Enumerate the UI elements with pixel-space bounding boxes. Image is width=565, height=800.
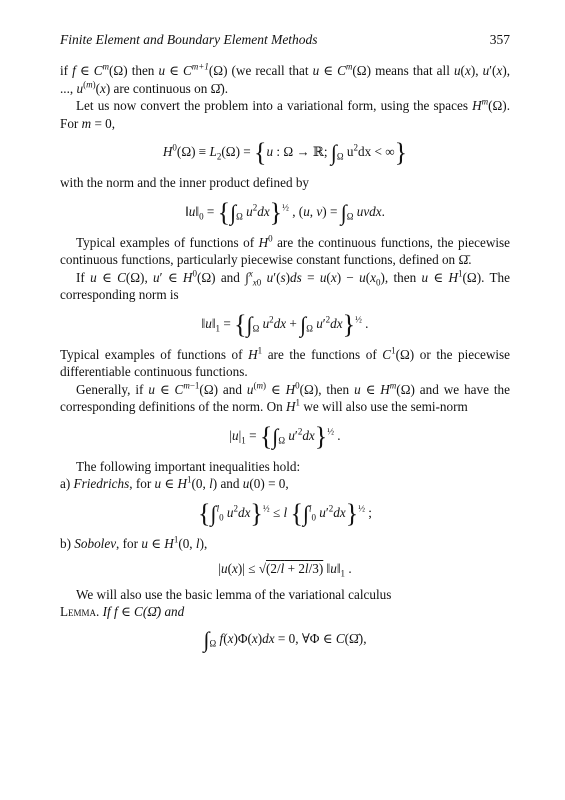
- paragraph-10: b) Sobolev, for u ∈ $H^1(0$, l),: [60, 534, 208, 551]
- paragraph-8: The following important inequalities hold:: [76, 458, 301, 474]
- running-header: [60, 32, 510, 48]
- paragraph-7: Generally, if u ∈ $C^{m-1}(\Omega)$ and $u^{(m)}$ ∈ $H^0(\Omega)$, then u ∈ $H^m(\Omega)$ and we have the corresponding definitions of the norm. On $H^1$ we will also use the semi-norm: [60, 380, 510, 414]
- equation-5: {∫$^l_0$ $u^2dx\}^{\frac{1}{2}} \le l$ {∫$^l_0$ $u'^2dx\}^{\frac{1}{2}}$ ;: [198, 498, 372, 528]
- equation-7: $\int_\Omega$ f(x)Φ(x)dx = 0, ∀Φ ∈ C(Ω̄),: [203, 626, 367, 652]
- paragraph-3: with the norm and the inner product defined by: [60, 175, 310, 190]
- header-title: Finite Element and Boundary Element Methods: [60, 32, 318, 47]
- equation-1: $H^0(\Omega) \equiv L_2(\Omega) = \{u$ : Ω → ℝ; $\int_\Omega$ $u^2dx$ < ∞}: [162, 138, 408, 167]
- page-body: [60, 62, 510, 659]
- lemma-statement: Lemma. If f ∈ C(Ω̄) and: [60, 604, 185, 619]
- paragraph-11: We will also use the basic lemma of the variational calculus: [76, 586, 392, 602]
- equation-4: $|u|_1 = \{\int_\Omega$ $u'^2dx\}^{\frac{1}{2}}$ .: [229, 421, 341, 451]
- paragraph-9: a) Friedrichs, for u ∈ $H^1(0$, l) and u(0) = 0,: [60, 474, 289, 491]
- paragraph-4: Typical examples of functions of $H^0$ are the continuous functions, the piecewise continuous functions, particularly piecewise constant functions, defined on Ω̄.: [60, 233, 511, 267]
- page-number: 357: [489, 32, 510, 47]
- paragraph-2: Let us now convert the problem into a variational form, using the spaces $H^m(\Omega)$. For m = 0,: [60, 96, 510, 131]
- paragraph-1: if f ∈ $C^m(\Omega)$ then u ∈ $C^{m+1}(\Omega)$ (we recall that u ∈ $C^m(\Omega)$ means that all u(x), u′(x), ..., $u^{(m)}(x)$ are continuous on Ω̄).: [60, 61, 511, 96]
- equation-3: $‖u‖_1 = \{\int_\Omega$ $u^2dx + \int_\Omega$ $u'^2dx\}^{\frac{1}{2}}$ .: [201, 309, 369, 339]
- equation-6: |u(x)| ≤ √(2/l + 2l/3) $‖u‖_1$ .: [218, 561, 352, 579]
- equation-2: $‖u‖_0 = \{\int_\Omega$ $u^2dx\}^{\frac{1}{2}}$ , (u, $v) = \int_\Omega$ uvdx.: [185, 197, 385, 227]
- paragraph-5: If u ∈ C(Ω), u′ ∈ $H^0(\Omega)$ and ∫$^x_{x0}$ $u'(s)ds = u(x) - u(x_0)$, then u ∈ $H^1(\Omega)$. The corresponding norm is: [60, 268, 510, 302]
- paragraph-6: Typical examples of functions of $H^1$ are the functions of $C^1(\Omega)$ or the piecewise differentiable continuous functions.: [60, 345, 510, 379]
